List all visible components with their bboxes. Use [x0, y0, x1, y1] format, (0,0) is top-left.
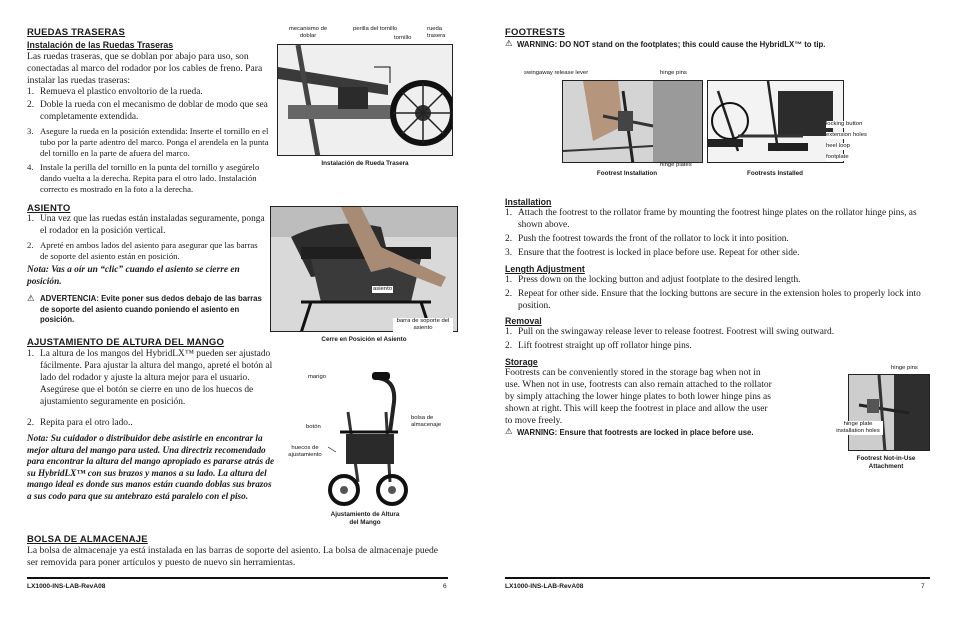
subtitle-length: Length Adjustment: [505, 264, 585, 274]
footer-code: LX1000-INS-LAB-RevA08: [27, 583, 106, 590]
label-hinge-pins: hinge pins: [660, 70, 687, 76]
label-extension-holes: extension holes: [826, 132, 867, 138]
ruedas-intro: Las ruedas traseras, que se doblan por abajo para uso, son conectadas al marco del rodador por los cables de freno. Para instalar las ruedas traseras:: [27, 51, 263, 87]
page-number: 7: [921, 583, 925, 590]
list-item: 4. Instale la perilla del tornillo en la punta del tornillo y asegúrelo dando vuelta a la derecha. Repita para el otro lado. Instalación correcto es mostrado en la foto a la derecha.: [27, 162, 260, 194]
warning-storage: ⚠ WARNING: Ensure that footrests are locked in place before use.: [505, 427, 754, 437]
list-item: 2. Repeat for other side. Ensure that the locking buttons are secure in the extension holes to properly lock into position.: [505, 289, 921, 311]
list-item: 1. Attach the footrest to the rollator frame by mounting the footrest hinge plates on the rollator hinge pins, as shown above.: [505, 208, 917, 230]
storage-text: Footrests can be conveniently stored in the storage bag when not in use. When not in use, footrests can also remain attached to the rollator by simply attaching the lower hinge plates to both lower hinge pins as shown at right. This will keep the footrest in place and allow the user to move freely.: [505, 368, 772, 426]
subtitle-ruedas: Instalación de las Ruedas Traseras: [27, 40, 174, 50]
section-title-asiento: ASIENTO: [27, 203, 71, 214]
warning-icon: ⚠: [27, 294, 35, 304]
bolsa-text: La bolsa de almacenaje ya está instalada en las barras de soporte del asiento. La bolsa de almacenaje puede ser removida para poner artículos y puesto de nuevo sin herramientas.: [27, 545, 439, 569]
label-rueda: rueda trasera: [427, 26, 446, 39]
photo-footrest-install: [562, 80, 703, 163]
note-mango: Nota: Su cuidador o distribuidor debe asistirle en encontrar la mejor altura del mango para usted. Una directriz recomendado para encontrar la altura del mango apropiado es pararse atrás de su HybridLX™ con sus brazos y manos a su lado. La altura del mango ideal es donde sus manos están cuando doblas sus brazos a sus codo para que su antebrazo está paralelo con el piso.: [27, 433, 275, 501]
caption-install: Footrest Installation: [596, 170, 658, 177]
warning-icon: ⚠: [505, 427, 513, 437]
list-item: 3. Ensure that the footrest is locked in place before use. Repeat for other side.: [505, 248, 800, 258]
subtitle-removal: Removal: [505, 316, 542, 326]
label-mango: mango: [308, 374, 327, 380]
label-locking-button: locking button: [826, 121, 863, 127]
label-barra: barra de soporte del asiento: [393, 318, 453, 332]
list-item: 1. La altura de los mangos del HybridLX™ pueden ser ajustado fácilmente. Para ajustar la altura del mango, apreté el botón al lado del rodador y ajuste la altura mejor para el usuario. Asegúrese que el botón se cierre en uno de los huecos de ajustamiento seguramente en posición.: [27, 349, 273, 407]
label-tornillo: tornillo: [394, 35, 412, 41]
caption-installed: Footrests Installed: [747, 170, 803, 177]
photo-handle-height: [328, 372, 408, 508]
list-item: 1. Una vez que las ruedas están instaladas seguramente, ponga el rodador en la posición vertical.: [27, 214, 265, 236]
page-right: [477, 0, 954, 618]
list-item: 1. Pull on the swingaway release lever to release footrest. Footrest will swing outward.: [505, 327, 835, 337]
list-item: 3. Asegure la rueda en la posición extendida: Inserte el tornillo en el tubo por la parte adentro del marco. Ponga el arendela en la punta del tornillo en la parte de afuera del marco.: [27, 126, 269, 158]
footer-rule: [505, 577, 930, 579]
subtitle-storage: Storage: [505, 357, 538, 367]
page-number: 6: [443, 583, 447, 590]
label-perilla: perilla del tornillo: [353, 26, 398, 32]
list-item: 1. Press down on the locking button and adjust footplate to the desired length.: [505, 275, 801, 285]
caption-seat: Cerre en Posición el Asiento: [321, 336, 407, 343]
note-asiento: Nota: Vas a oír un “clic” cuando el asiento se cierre en posición.: [27, 265, 240, 287]
label-heel-loop: heel loop: [826, 143, 850, 149]
label-lever: swingaway release lever: [524, 70, 589, 76]
section-title-bolsa: BOLSA DE ALMACENAJE: [27, 534, 148, 545]
footer-rule: [27, 577, 448, 579]
list-item: 2. Push the footrest towards the front of the rollator to lock it into position.: [505, 234, 789, 244]
label-asiento: asiento: [373, 286, 392, 292]
warning-icon: ⚠: [505, 39, 513, 49]
subtitle-installation: Installation: [505, 197, 552, 207]
caption-not-in-use: Footrest Not-in-Use Attachment: [856, 455, 916, 470]
label-storage-plate: hinge plate installation holes: [833, 421, 883, 435]
photo-seat: [270, 206, 458, 332]
photo-not-in-use: [848, 374, 930, 451]
caption-rear-wheel: Instalación de Rueda Trasera: [321, 160, 409, 167]
label-storage-pins: hinge pins: [891, 365, 918, 371]
warning-top: ⚠ WARNING: DO NOT stand on the footplates; this could cause the HybridLX™ to tip.: [505, 39, 826, 49]
label-boton: botón: [306, 424, 321, 430]
label-footplate: footplate: [826, 154, 849, 160]
list-item: 2. Doble la rueda con el mecanismo de doblar de modo que sea completamente extendida.: [27, 100, 268, 122]
label-hinge-plates: hinge plates: [660, 162, 692, 168]
section-title-footrests: FOOTRESTS: [505, 27, 565, 38]
list-item: 1. Remueva el plastico envoltorio de la rueda.: [27, 87, 203, 97]
list-item: 2. Repita para el otro lado..: [27, 418, 133, 428]
warning-asiento: ⚠ ADVERTENCIA: Evite poner sus dedos debajo de las barras de soporte del asiento cuando poniendo el asiento en posición.: [27, 294, 262, 324]
section-title-mango: AJUSTAMIENTO DE ALTURA DEL MANGO: [27, 337, 225, 348]
section-title-ruedas: RUEDAS TRASERAS: [27, 27, 126, 38]
photo-rear-wheel: [277, 44, 453, 156]
caption-handle: Ajustamiento de Altura del Mango: [330, 511, 400, 526]
footer-code: LX1000-INS-LAB-RevA08: [505, 583, 584, 590]
label-mecanismo: mecanismo de doblar: [288, 26, 328, 39]
photo-footrests-installed: [707, 80, 844, 163]
label-bolsa: bolsa de almacenaje: [411, 415, 442, 428]
list-item: 2. Apreté en ambos lados del asiento para asegurar que las barras de soporte del asiento están en posición.: [27, 240, 258, 261]
label-huecos: huecos de ajustamiento: [288, 445, 322, 458]
list-item: 2. Lift footrest straight up off rollator hinge pins.: [505, 341, 692, 351]
